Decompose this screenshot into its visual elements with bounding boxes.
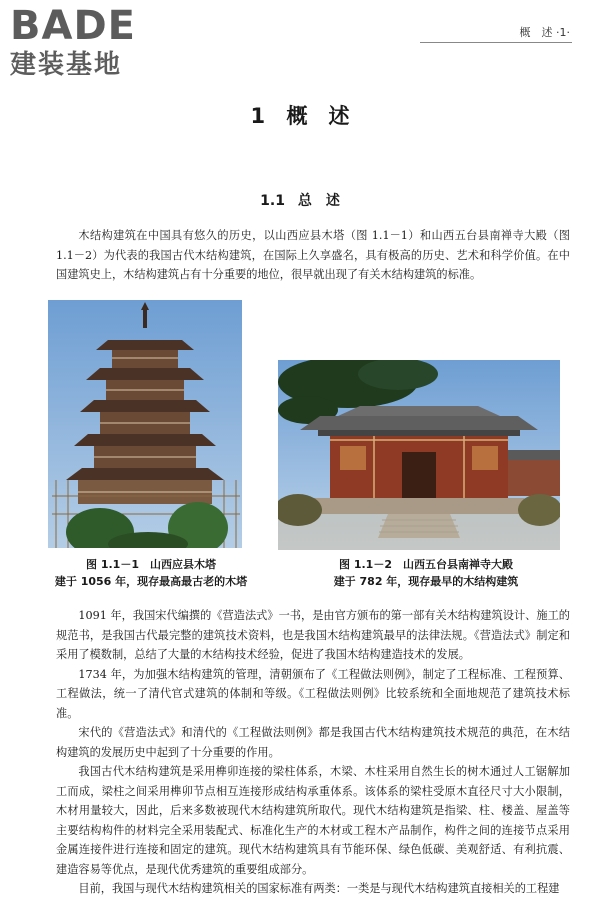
body-text bbox=[56, 606, 570, 899]
nanchan-temple-photo bbox=[278, 360, 560, 550]
figure-2-caption-note: 建于 782 年，现存最早的木结构建筑 bbox=[333, 575, 519, 588]
wooden-pagoda-photo bbox=[48, 300, 242, 548]
section-title: 1.1 总 述 bbox=[260, 193, 340, 209]
figure-1-caption-note: 建于 1056 年，现存最高最古老的木塔 bbox=[54, 575, 248, 588]
chapter-title: 1 概 述 bbox=[250, 104, 350, 128]
figure-2-caption bbox=[276, 556, 576, 590]
publisher-logo bbox=[10, 3, 180, 82]
paragraph-modern-timber: 我国古代木结构建筑是采用榫卯连接的梁柱体系，木梁、木柱采用自然生长的树木通过人工锯解加工而成，梁柱之间采用榫卯节点相互连接形成结构承重体系。该体系的梁柱受原木直径尺寸大小限制，木材用量较大，因此，后来多数被现代木结构建筑所取代。现代木结构建筑是指梁、柱、楼盖、屋盖等主要结构构件的材料完全采用装配式、标准化生产的木材或工程木产品制作，构件之间的连接节点采用金属连接件进行连接和固定的建筑。现代木结构建筑具有节能环保、绿色低碳、美观舒适、有利抗震、建造容易等优点，是现代优秀建筑的重要组成部分。 bbox=[56, 765, 570, 876]
paragraph-national-standards: 目前，我国与现代木结构建筑相关的国家标准有两类：一类是与现代木结构建筑直接相关的工程建 bbox=[78, 882, 560, 895]
figure-1-caption bbox=[36, 556, 266, 590]
logo-subtitle: 建装基地 bbox=[10, 50, 123, 80]
intro-paragraph: 木结构建筑在中国具有悠久的历史，以山西应县木塔（图 1.1－1）和山西五台县南禅寺大殿（图 1.1－2）为代表的我国古代木结构建筑，在国际上久享盛名，具有极高的历史、艺术和科学价值。在中国建筑史上，木结构建筑占有十分重要的地位，很早就出现了有关木结构建筑的标准。 bbox=[56, 229, 570, 281]
paragraph-classic-standards: 宋代的《营造法式》和清代的《工程做法则例》都是我国古代木结构建筑技术规范的典范，在木结构建筑的发展历史中起到了十分重要的作用。 bbox=[56, 726, 570, 759]
paragraph-yingzao-fashi: 1091 年，我国宋代编撰的《营造法式》一书，是由官方颁布的第一部有关木结构建筑设计、施工的规范书，是我国古代最完整的建筑技术资料，也是我国木结构建筑最早的法律法规。《营造法式》制定和采用了模数制，总结了大量的木结构技术经验，促进了我国木结构建造技术的发展。 bbox=[56, 609, 570, 661]
figure-1-caption-title: 图 1.1－1 山西应县木塔 bbox=[86, 558, 216, 571]
running-head: 概 述 ·1· bbox=[519, 26, 570, 39]
logo-brand: BADE bbox=[10, 3, 136, 49]
figure-2-caption-title: 图 1.1－2 山西五台县南禅寺大殿 bbox=[339, 558, 513, 571]
paragraph-gongcheng-zuofa: 1734 年，为加强木结构建筑的管理，清朝颁布了《工程做法则例》，制定了工程标准、工程预算、工程做法，统一了清代官式建筑的体制和等级。《工程做法则例》比较系统和全面地规范了建筑技术标准。 bbox=[56, 667, 570, 720]
header-rule bbox=[420, 42, 572, 43]
